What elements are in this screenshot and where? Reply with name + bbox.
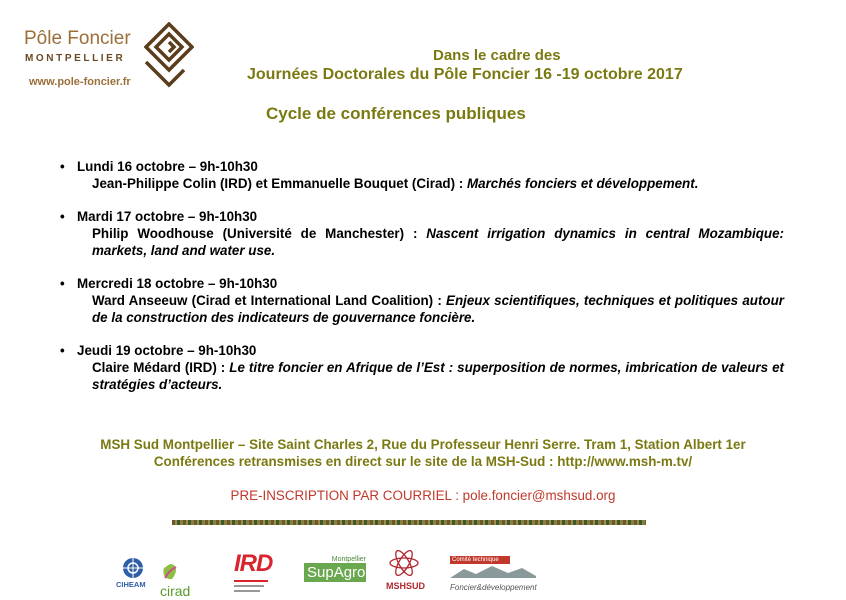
list-item: [60, 275, 784, 326]
session-speakers: Philip Woodhouse (Université de Manchester) :: [92, 226, 418, 241]
ciheam-label: CIHEAM: [116, 580, 146, 589]
ciheam-logo: [116, 556, 150, 589]
list-item: [60, 208, 784, 259]
session-day: Mercredi 18 octobre – 9h-10h30: [77, 276, 278, 291]
supagro-city: Montpellier: [331, 556, 366, 563]
session-title: Marchés fonciers et développement.: [466, 176, 699, 191]
header-line2: Journées Doctorales du Pôle Foncier 16 -19 octobre 2017: [247, 66, 683, 83]
venue-info: [0, 436, 846, 470]
preinscription-label: PRE-INSCRIPTION PAR COURRIEL :: [230, 488, 459, 503]
bullet-icon: •: [60, 343, 65, 358]
preinscription-email-link[interactable]: pole.foncier@mshsud.org: [462, 488, 616, 503]
logo-url-link[interactable]: www.pole-foncier.fr: [29, 76, 131, 88]
ird-subtext-line: [234, 590, 260, 592]
session-day: Jeudi 19 octobre – 9h-10h30: [77, 343, 257, 358]
session-desc: [60, 292, 784, 326]
venue-address: MSH Sud Montpellier – Site Saint Charles 2, Rue du Professeur Henri Serre. Tram 1, Station Albert 1er: [100, 437, 746, 452]
preinscription: [0, 488, 846, 503]
session-desc: [60, 175, 784, 192]
list-item: [60, 342, 784, 393]
decorative-divider: [172, 520, 646, 525]
list-item: [60, 158, 784, 192]
pole-foncier-emblem-icon: [144, 22, 194, 88]
bullet-icon: •: [60, 276, 65, 291]
supagro-label: SupAgro: [304, 563, 366, 582]
foncier-developpement-logo: [450, 556, 536, 592]
ird-logo: [234, 550, 272, 592]
foncier-comite-label: Comité technique: [450, 556, 510, 564]
bullet-icon: •: [60, 159, 65, 174]
session-title: Nascent irrigation dynamics in central Mozambique: markets, land and water use.: [92, 226, 784, 258]
cirad-leaf-icon: [160, 562, 180, 582]
session-day: Lundi 16 octobre – 9h-10h30: [77, 159, 258, 174]
ird-subtext-line: [234, 585, 264, 587]
mshsud-logo: [386, 550, 426, 591]
supagro-logo: [304, 556, 366, 588]
foncier-label: Foncier&développement: [450, 583, 537, 592]
mshsud-emblem-icon: [386, 550, 422, 576]
session-title: Le titre foncier en Afrique de l’Est : superposition de normes, imbrication de valeurs et stratégies d’acteurs.: [92, 360, 784, 392]
cirad-logo: [160, 562, 190, 600]
session-speakers: Ward Anseeuw (Cirad et International Land Coalition) :: [92, 293, 442, 308]
session-list: [60, 158, 784, 409]
ciheam-globe-icon: [120, 556, 146, 580]
session-desc: [60, 225, 784, 259]
venue-stream: Conférences retransmises en direct sur le site de la MSH-Sud : http://www.msh-m.tv/: [153, 454, 693, 469]
session-desc: [60, 359, 784, 393]
header-line1: Dans le cadre des: [433, 47, 561, 64]
session-title: Enjeux scientifiques, techniques et politiques autour de la construction des indicateurs de gouvernance foncière.: [92, 293, 784, 325]
logo-name: Pôle Foncier: [24, 28, 131, 49]
ird-underline: [234, 580, 268, 582]
logo-city: MONTPELLIER: [25, 53, 126, 64]
session-speakers: Jean-Philippe Colin (IRD) et Emmanuelle Bouquet (Cirad) :: [92, 176, 464, 191]
session-day: Mardi 17 octobre – 9h-10h30: [77, 209, 258, 224]
page-subtitle: Cycle de conférences publiques: [266, 104, 526, 123]
ird-label: IRD: [234, 550, 273, 577]
mshsud-label: MSHSUD: [386, 581, 426, 591]
cirad-label: cirad: [160, 582, 191, 599]
landscape-icon: [450, 564, 536, 578]
session-speakers: Claire Médard (IRD) :: [92, 360, 226, 375]
bullet-icon: •: [60, 209, 65, 224]
